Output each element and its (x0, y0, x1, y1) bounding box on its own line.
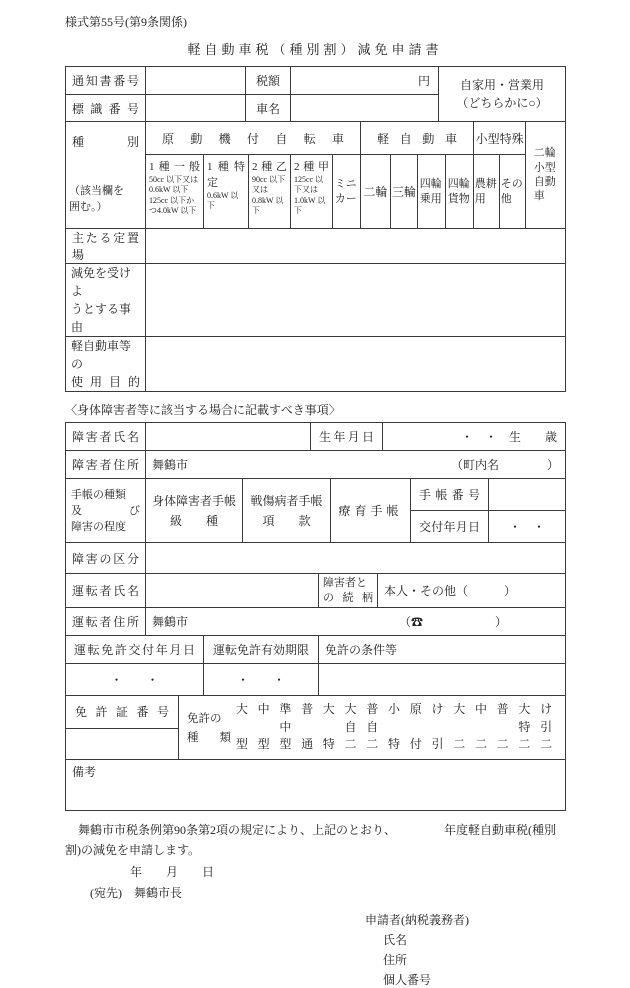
driver-address-label: 運転者住所 (66, 608, 146, 636)
use-type-note: （どちらかに○） (456, 96, 548, 110)
main-place-field (146, 229, 566, 264)
agricultural-cell: 農耕用 (474, 155, 500, 229)
disabled-address-field (146, 451, 566, 479)
four-wheel-passenger-cell: 四輪乗用 (418, 155, 446, 229)
driver-name-table (65, 573, 566, 608)
driver-name-field (146, 574, 319, 608)
exemption-reason-field (146, 264, 566, 337)
disability-category-field (146, 543, 566, 574)
disabled-name-label: 障害者氏名 (66, 423, 146, 451)
disabled-name-field (146, 423, 311, 451)
driver-address-city: 舞鶴市 (152, 615, 189, 629)
use-type-cell (439, 67, 566, 122)
place-reason-table (65, 228, 566, 392)
license-type-daitokuni: 大 特 二 (518, 702, 531, 751)
license-type-keinni: け 引 二 (540, 702, 553, 751)
moped-type2-kou-cell: 2種甲 125cc 以下又は1.0kW 以下 (291, 155, 333, 229)
license-number-table (65, 695, 566, 760)
usage-purpose-field (146, 337, 566, 392)
other-cell: その他 (500, 155, 526, 229)
license-type-chugata: 中 型 (257, 702, 270, 751)
license-type-daijini: 大 自 二 (344, 702, 357, 751)
birth-date-label: 生年月日 (311, 423, 383, 451)
license-types-cell (179, 696, 566, 760)
small-special-group-header: 小型特殊 (474, 122, 526, 155)
physical-disability-handbook-cell: 身体障害者手帳 級 種 (146, 479, 243, 543)
car-name-label: 車名 (246, 95, 291, 122)
license-issue-date-label: 運転免許交付年月日 (66, 636, 204, 664)
main-place-label: 主たる定置場 (66, 229, 146, 264)
license-type-ogata: 大 型 (235, 702, 248, 751)
issue-date-label: 交付年月日 (411, 511, 489, 543)
page-title: 軽自動車税（種別割）減免申請書 (187, 42, 443, 57)
two-wheel-cell: 二輪 (361, 155, 391, 229)
use-type-option: 自家用・営業用 (459, 78, 544, 92)
tax-amount-label: 税額 (246, 67, 291, 95)
license-type-gentsuki: 原 付 (409, 702, 422, 751)
driver-address-field (146, 608, 566, 636)
license-type-kein: け 引 (431, 702, 444, 751)
license-type-futsu: 普 通 (301, 702, 314, 751)
license-type-chuni: 中 二 (474, 702, 487, 751)
notice-number-label: 通知書番号 (66, 67, 146, 95)
minicar-cell: ミニカー (333, 155, 361, 229)
declaration-line2: 割)の減免を申請します。 (65, 843, 201, 857)
license-expiry-label: 運転免許有効期限 (204, 636, 319, 664)
applicant-address-label: 住所 (383, 953, 408, 967)
plate-number-label: 標識番号 (66, 95, 146, 122)
license-type-list (231, 700, 557, 755)
disability-category-label: 障害の区分 (66, 543, 146, 574)
license-number-label: 免許証番号 (66, 696, 178, 729)
disability-category-table (65, 542, 566, 574)
license-type-funi: 普 二 (496, 702, 509, 751)
license-conditions-label: 免許の条件等 (319, 636, 566, 664)
top-info-table (65, 66, 566, 122)
remarks-table (65, 759, 566, 811)
applicant-label: 申請者(納税義務者) (365, 913, 469, 927)
remarks-label: 備考 (72, 765, 97, 779)
plate-number-field (146, 95, 246, 122)
war-injury-handbook-cell: 戦傷病者手帳 項 款 (243, 479, 331, 543)
driver-address-table (65, 607, 566, 636)
kei-group-header: 軽自動車 (361, 122, 474, 155)
license-issue-date-field: ・ ・ (66, 664, 204, 696)
license-number-field (66, 729, 178, 758)
exemption-reason-label: 減免を受けよ うとする事由 (66, 264, 146, 337)
license-type-label: 免許の 種類 (187, 713, 231, 744)
phone-icon: ☎ (410, 615, 423, 629)
handbook-table (65, 478, 566, 543)
form-number: 様式第55号(第9条関係) (65, 15, 187, 29)
car-name-field (291, 95, 439, 122)
vehicle-kind-table (65, 121, 566, 229)
applicant-name-label: 氏名 (383, 933, 408, 947)
four-wheel-cargo-cell: 四輪貨物 (446, 155, 474, 229)
rehabilitation-handbook-cell: 療育手帳 (331, 479, 411, 543)
license-type-fujini: 普 自 二 (366, 702, 379, 751)
disabled-address-label: 障害者住所 (66, 451, 146, 479)
tax-amount-field: 円 (291, 67, 439, 95)
moped-type1-specified-cell: 1種特定 0.6kW 以下 (204, 155, 249, 229)
section2-title: 〈身体障害者等に該当する場合に記載すべき事項〉 (65, 403, 341, 417)
disabled-address-table (65, 450, 566, 479)
disabled-name-table (65, 422, 566, 451)
declaration-line1: 舞鶴市市税条例第90条第2項の規定により、上記のとおり、 年度軽自動車税(種別 (78, 823, 557, 837)
remarks-cell (66, 760, 566, 811)
moped-type2-otsu-cell: 2種乙 90cc 以下又は0.8kW 以下 (249, 155, 291, 229)
license-type-daitoku: 大 特 (322, 702, 335, 751)
kind-header-cell (66, 122, 146, 229)
kind-label: 種別 (72, 135, 139, 149)
relation-field: 本人・その他（ ） (378, 574, 566, 608)
license-number-cell (66, 696, 179, 760)
disabled-address-city: 舞鶴市 (152, 458, 189, 472)
license-type-shotoku: 小 特 (388, 702, 401, 751)
notice-number-field (146, 67, 246, 95)
three-wheel-cell: 三輪 (391, 155, 418, 229)
handbook-number-field (489, 479, 566, 511)
birth-date-field: ・ ・ 生 歳 (383, 423, 566, 451)
handbook-number-label: 手帳番号 (411, 479, 489, 511)
moped-group-header: 原動機付自転車 (146, 122, 361, 155)
kind-note: （該当欄を 囲む。） (69, 185, 124, 213)
moped-type1-general-cell: 1種一般 50cc 以下又は0.6kW 以下125cc 以下かつ4.0kW 以下 (146, 155, 204, 229)
motorcycle-small-cell: 二輪小型自動車 (526, 122, 566, 229)
license-type-daini: 大 二 (453, 702, 466, 751)
issue-date-field: ・ ・ (489, 511, 566, 543)
form-page (65, 0, 565, 988)
town-name-note: （町内名 ） (450, 458, 559, 472)
driver-name-label: 運転者氏名 (66, 574, 146, 608)
license-type-junchugata: 準 中 型 (279, 702, 292, 751)
usage-purpose-label: 軽自動車等の 使用目的 (66, 337, 146, 392)
addressee-line: (宛先) 舞鶴市長 (90, 886, 182, 900)
date-blank-line: 年 月 日 (130, 865, 215, 879)
license-expiry-field: ・ ・ (204, 664, 319, 696)
license-dates-table (65, 635, 566, 696)
handbook-kind-label: 手帳の種類 及び 障害の程度 (66, 479, 146, 543)
applicant-personal-number-label: 個人番号 (383, 973, 432, 987)
relation-label: 障害者と の続柄 (319, 574, 378, 608)
license-conditions-field (319, 664, 566, 696)
phone-field: （☎ ） (398, 615, 507, 629)
